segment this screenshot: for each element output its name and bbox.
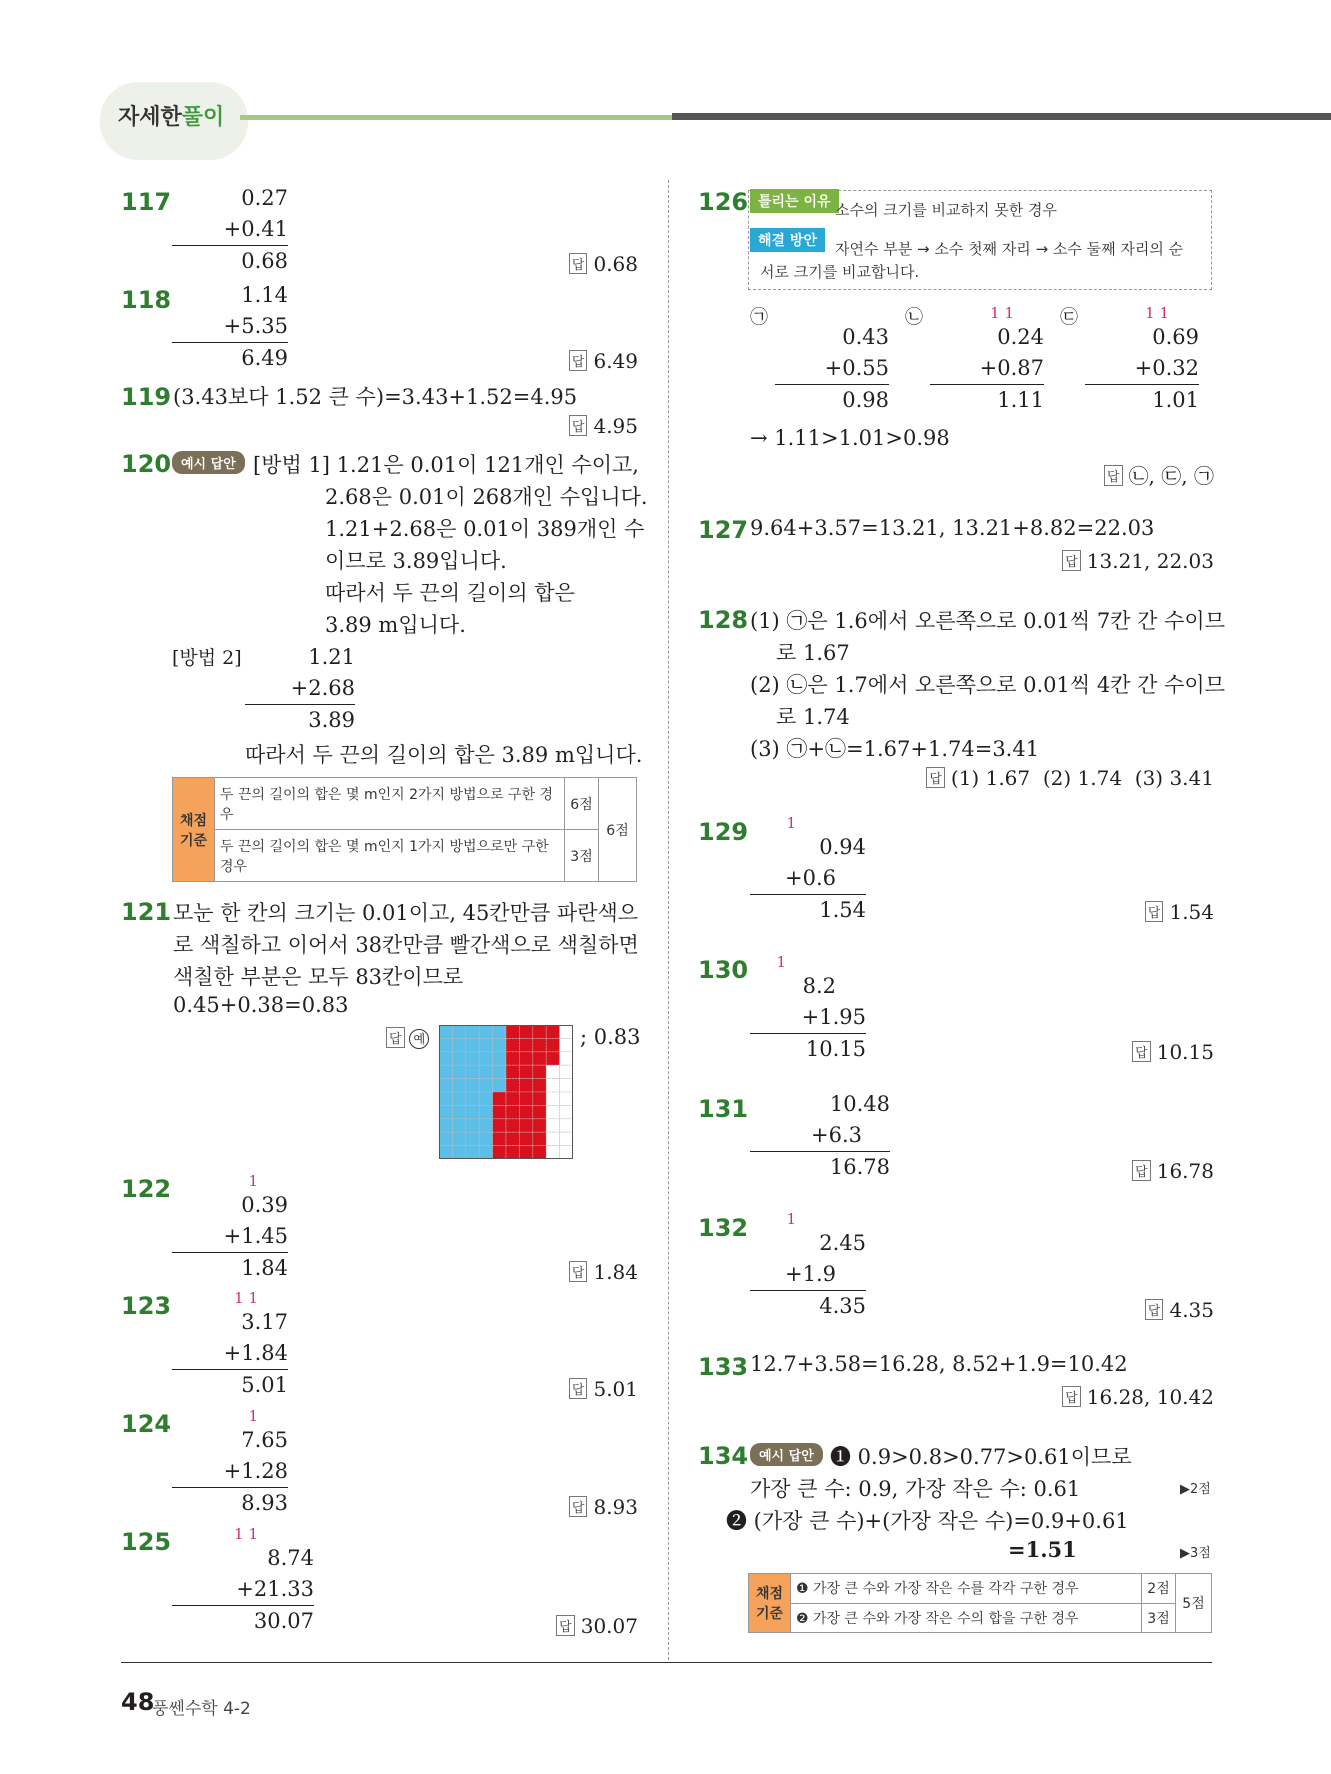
problem-number: 118 — [121, 286, 172, 314]
problem-number: 132 — [698, 1214, 749, 1242]
grid-cell-empty — [560, 1065, 573, 1078]
solution-text: 9.64+3.57=13.21, 13.21+8.82=22.03 — [750, 516, 1155, 540]
grid-cell-empty — [560, 1092, 573, 1105]
grid-cell-blue — [479, 1092, 492, 1105]
solution-text: 12.7+3.58=16.28, 8.52+1.9=10.42 — [750, 1352, 1128, 1376]
grid-cell-blue — [479, 1038, 492, 1051]
grid-cell-empty — [560, 1079, 573, 1092]
grid-cell-empty — [560, 1132, 573, 1145]
grid-cell-blue — [439, 1105, 452, 1118]
answer: 답 1.84 — [569, 1260, 638, 1284]
grid-cell-empty — [560, 1025, 573, 1038]
answer: 답 6.49 — [569, 349, 638, 373]
grid-cell-blue — [439, 1146, 452, 1159]
book-title: 풍쎈수학 4-2 — [152, 1699, 251, 1719]
problem-number: 133 — [698, 1353, 749, 1381]
addition-calc: 1 1 0.69 +0.32 1.01 — [1085, 322, 1199, 415]
grid-cell-blue — [452, 1105, 465, 1118]
answer: 답 ㉡, ㉢, ㉠ — [1104, 460, 1214, 489]
grid-cell-red — [519, 1052, 532, 1065]
solution-text: 서로 크기를 비교합니다. — [760, 263, 920, 281]
problem-number: 122 — [121, 1175, 172, 1203]
grid-cell-blue — [439, 1092, 452, 1105]
points: ▶2점 — [1180, 1482, 1211, 1497]
answer: 답 0.68 — [569, 252, 638, 276]
problem-number: 127 — [698, 516, 749, 544]
example-answer-badge: 예시 답안 — [750, 1443, 823, 1467]
addition-calc: 1 0.94 +0.6 1.54 — [750, 832, 866, 925]
method1-line: 이므로 3.89입니다. — [325, 549, 507, 573]
addition-calc: 0.27 +0.41 0.68 — [172, 183, 288, 276]
grid-cell-blue — [479, 1079, 492, 1092]
page-number: 48 — [121, 1688, 155, 1716]
problem-number: 129 — [698, 818, 749, 846]
problem-number: 131 — [698, 1095, 749, 1123]
grid-cell-blue — [479, 1025, 492, 1038]
grid-cell-empty — [546, 1132, 559, 1145]
grid-cell-red — [519, 1092, 532, 1105]
method1-line: 1.21+2.68은 0.01이 389개인 수 — [325, 517, 645, 541]
method1-line: 3.89 m입니다. — [325, 613, 466, 637]
grid-cell-blue — [479, 1132, 492, 1145]
solution-line: (2) ㉡은 1.7에서 오른쪽으로 0.01씩 4칸 간 수이므 — [750, 673, 1225, 697]
problem-number: 117 — [121, 188, 172, 216]
problem-number: 123 — [121, 1292, 172, 1320]
grid-cell-empty — [546, 1092, 559, 1105]
grid-cell-red — [506, 1146, 519, 1159]
method2-conclusion: 따라서 두 끈의 길이의 합은 3.89 m입니다. — [245, 743, 643, 767]
grid-cell-blue — [439, 1079, 452, 1092]
answer: 답 4.35 — [1145, 1298, 1214, 1322]
grid-cell-blue — [466, 1025, 479, 1038]
grid-cell-blue — [439, 1065, 452, 1078]
answer: 답 10.15 — [1132, 1040, 1214, 1064]
grid-cell-blue — [439, 1052, 452, 1065]
grid-cell-empty — [546, 1146, 559, 1159]
grid-cell-red — [506, 1052, 519, 1065]
grid-cell-red — [506, 1092, 519, 1105]
answer-label: 답 예 — [386, 1027, 429, 1049]
answer: 답 (1) 1.67 (2) 1.74 (3) 3.41 — [926, 766, 1214, 790]
grid-cell-empty — [560, 1052, 573, 1065]
grid-cell-red — [533, 1025, 546, 1038]
problem-number: 119 — [121, 383, 172, 411]
grid-cell-empty — [560, 1105, 573, 1118]
grid-cell-red — [519, 1038, 532, 1051]
grid-cell-red — [533, 1119, 546, 1132]
grid-cell-blue — [466, 1132, 479, 1145]
reason-text: 소수의 크기를 비교하지 못한 경우 — [835, 201, 1057, 219]
grid-cell-blue — [439, 1132, 452, 1145]
problem-number: 125 — [121, 1528, 172, 1556]
problem-number: 128 — [698, 606, 749, 634]
grid-cell-red — [533, 1092, 546, 1105]
grid-cell-red — [546, 1038, 559, 1051]
problem-number: 130 — [698, 956, 749, 984]
grid-cell-blue — [452, 1079, 465, 1092]
grid-cell-red — [533, 1146, 546, 1159]
grid-cell-blue — [439, 1038, 452, 1051]
grid-cell-blue — [452, 1119, 465, 1132]
grid-cell-blue — [493, 1079, 506, 1092]
grid-cell-blue — [439, 1119, 452, 1132]
hundred-grid — [439, 1025, 573, 1159]
grid-cell-empty — [560, 1146, 573, 1159]
grid-cell-blue — [493, 1038, 506, 1051]
problem-number: 124 — [121, 1410, 172, 1438]
grid-cell-red — [506, 1119, 519, 1132]
comparison: → 1.11>1.01>0.98 — [750, 426, 950, 450]
footer-rule — [121, 1662, 1212, 1663]
answer: 답 13.21, 22.03 — [1062, 549, 1214, 573]
problem-number: 126 — [698, 188, 749, 216]
answer: 답 1.54 — [1145, 900, 1214, 924]
reason-label: 틀리는 이유 — [750, 189, 839, 213]
grid-cell-blue — [439, 1025, 452, 1038]
grid-cell-blue — [479, 1052, 492, 1065]
grid-cell-red — [506, 1038, 519, 1051]
grid-cell-empty — [546, 1119, 559, 1132]
addition-calc: 1 2.45 +1.9 4.35 — [750, 1228, 866, 1321]
grid-cell-empty — [560, 1038, 573, 1051]
solution-line: 색칠한 부분은 모두 83칸이므로 — [173, 965, 464, 989]
addition-calc: 1 1 8.74 +21.33 30.07 — [172, 1543, 314, 1636]
grid-cell-blue — [452, 1025, 465, 1038]
solution-label: 해결 방안 — [750, 228, 825, 252]
grid-cell-blue — [479, 1146, 492, 1159]
header-rule-green — [240, 115, 672, 120]
answer: 답 4.95 — [569, 414, 638, 438]
solution-line: 가장 큰 수: 0.9, 가장 작은 수: 0.61 — [750, 1477, 1081, 1501]
grid-cell-red — [506, 1065, 519, 1078]
grid-cell-blue — [452, 1038, 465, 1051]
answer: 답 30.07 — [556, 1614, 638, 1638]
addition-calc: 10.48 +6.3 16.78 — [750, 1089, 890, 1182]
grid-cell-blue — [466, 1092, 479, 1105]
method1-line: 2.68은 0.01이 268개인 수입니다. — [325, 485, 648, 509]
grid-cell-red — [493, 1132, 506, 1145]
solution-line: 로 색칠하고 이어서 38칸만큼 빨간색으로 색칠하면 — [173, 933, 639, 957]
grid-cell-red — [506, 1079, 519, 1092]
answer: 답 16.78 — [1132, 1159, 1214, 1183]
grid-cell-blue — [452, 1132, 465, 1145]
grid-cell-red — [533, 1065, 546, 1078]
grid-cell-red — [546, 1025, 559, 1038]
addition-calc: 1 1 3.17 +1.84 5.01 — [172, 1307, 288, 1400]
grid-cell-red — [533, 1105, 546, 1118]
scoring-criteria: 채점 기준 ❶ 가장 큰 수와 가장 작은 수를 각각 구한 경우 2점 5점 ❷ 가장 큰 수와 가장 작은 수의 합을 구한 경우 3점 — [748, 1573, 1212, 1633]
grid-cell-red — [519, 1025, 532, 1038]
grid-cell-red — [493, 1119, 506, 1132]
grid-cell-blue — [493, 1052, 506, 1065]
grid-cell-blue — [466, 1119, 479, 1132]
solution-text: (3.43보다 1.52 큰 수)=3.43+1.52=4.95 — [173, 385, 578, 409]
grid-cell-red — [533, 1038, 546, 1051]
grid-cell-blue — [466, 1105, 479, 1118]
addition-calc: 1.14 +5.35 6.49 — [172, 280, 288, 373]
addition-calc: 1 7.65 +1.28 8.93 — [172, 1425, 288, 1518]
grid-cell-blue — [466, 1146, 479, 1159]
grid-cell-red — [506, 1132, 519, 1145]
grid-cell-empty — [560, 1119, 573, 1132]
grid-cell-blue — [493, 1065, 506, 1078]
problem-number: 120 — [121, 450, 172, 478]
solution-line: ❷ (가장 큰 수)+(가장 작은 수)=0.9+0.61 — [726, 1509, 1129, 1533]
grid-cell-blue — [466, 1038, 479, 1051]
grid-cell-blue — [479, 1065, 492, 1078]
answer: 답 16.28, 10.42 — [1062, 1385, 1214, 1409]
header-logo-text: 자세한풀이 — [118, 105, 225, 130]
problem-number: 134 — [698, 1442, 749, 1470]
solution-line: 0.45+0.38=0.83 — [173, 993, 349, 1017]
method1-line: 따라서 두 끈의 길이의 합은 — [325, 581, 575, 605]
grid-cell-red — [533, 1052, 546, 1065]
solution-line: ❶ 0.9>0.8>0.77>0.61이므로 — [830, 1445, 1132, 1469]
grid-cell-blue — [493, 1025, 506, 1038]
addition-calc: 1.21 +2.68 3.89 — [245, 642, 355, 735]
grid-cell-red — [493, 1105, 506, 1118]
solution-result: =1.51 — [1008, 1537, 1077, 1562]
grid-cell-red — [519, 1119, 532, 1132]
solution-text: 자연수 부분 → 소수 첫째 자리 → 소수 둘째 자리의 순 — [835, 240, 1184, 258]
solution-line: (3) ㉠+㉡=1.67+1.74=3.41 — [750, 737, 1040, 761]
grid-cell-red — [519, 1146, 532, 1159]
grid-cell-red — [533, 1132, 546, 1145]
solution-line: 로 1.74 — [776, 705, 850, 729]
answer: 답 5.01 — [569, 1377, 638, 1401]
column-divider — [668, 180, 669, 1660]
grid-cell-red — [519, 1079, 532, 1092]
problem-number: 121 — [121, 898, 172, 926]
grid-cell-empty — [546, 1105, 559, 1118]
solution-line: 로 1.67 — [776, 641, 850, 665]
solution-line: (1) ㉠은 1.6에서 오른쪽으로 0.01씩 7칸 간 수이므 — [750, 609, 1225, 633]
grid-cell-red — [546, 1052, 559, 1065]
circled-mark: ㉢ — [1060, 307, 1078, 328]
grid-cell-blue — [466, 1065, 479, 1078]
solution-line: 모눈 한 칸의 크기는 0.01이고, 45칸만큼 파란색으 — [173, 901, 639, 925]
grid-cell-red — [519, 1065, 532, 1078]
addition-calc: 1 1 0.24 +0.87 1.11 — [930, 322, 1044, 415]
header-rule-gray — [672, 113, 1331, 120]
points: ▶3점 — [1180, 1546, 1211, 1561]
grid-cell-blue — [466, 1052, 479, 1065]
grid-cell-red — [519, 1132, 532, 1145]
grid-cell-red — [493, 1146, 506, 1159]
method1-line: [방법 1] 1.21은 0.01이 121개인 수이고, — [253, 453, 639, 477]
grid-cell-empty — [546, 1079, 559, 1092]
grid-cell-blue — [452, 1052, 465, 1065]
grid-cell-blue — [452, 1092, 465, 1105]
scoring-criteria: 채점 기준 두 끈의 길이의 합은 몇 m인지 2가지 방법으로 구한 경우 6점 6점 두 끈의 길이의 합은 몇 m인지 1가지 방법으로만 구한 경우 3점 — [172, 777, 637, 882]
example-answer-badge: 예시 답안 — [172, 451, 245, 475]
answer: 답 8.93 — [569, 1495, 638, 1519]
grid-cell-red — [506, 1105, 519, 1118]
grid-cell-blue — [452, 1146, 465, 1159]
grid-cell-red — [493, 1092, 506, 1105]
grid-cell-empty — [546, 1065, 559, 1078]
grid-cell-blue — [452, 1065, 465, 1078]
grid-cell-red — [533, 1079, 546, 1092]
grid-cell-red — [519, 1105, 532, 1118]
grid-cell-blue — [479, 1105, 492, 1118]
answer: ; 0.83 — [580, 1025, 641, 1049]
method2-label: [방법 2] — [172, 647, 242, 669]
grid-cell-blue — [466, 1079, 479, 1092]
addition-calc: 1 0.39 +1.45 1.84 — [172, 1190, 288, 1283]
addition-calc: 0.43 +0.55 0.98 — [775, 322, 889, 415]
grid-cell-red — [506, 1025, 519, 1038]
grid-cell-blue — [479, 1119, 492, 1132]
circled-mark: ㉡ — [905, 307, 923, 328]
circled-mark: ㉠ — [750, 307, 768, 328]
addition-calc: 1 8.2 +1.95 10.15 — [750, 971, 866, 1064]
